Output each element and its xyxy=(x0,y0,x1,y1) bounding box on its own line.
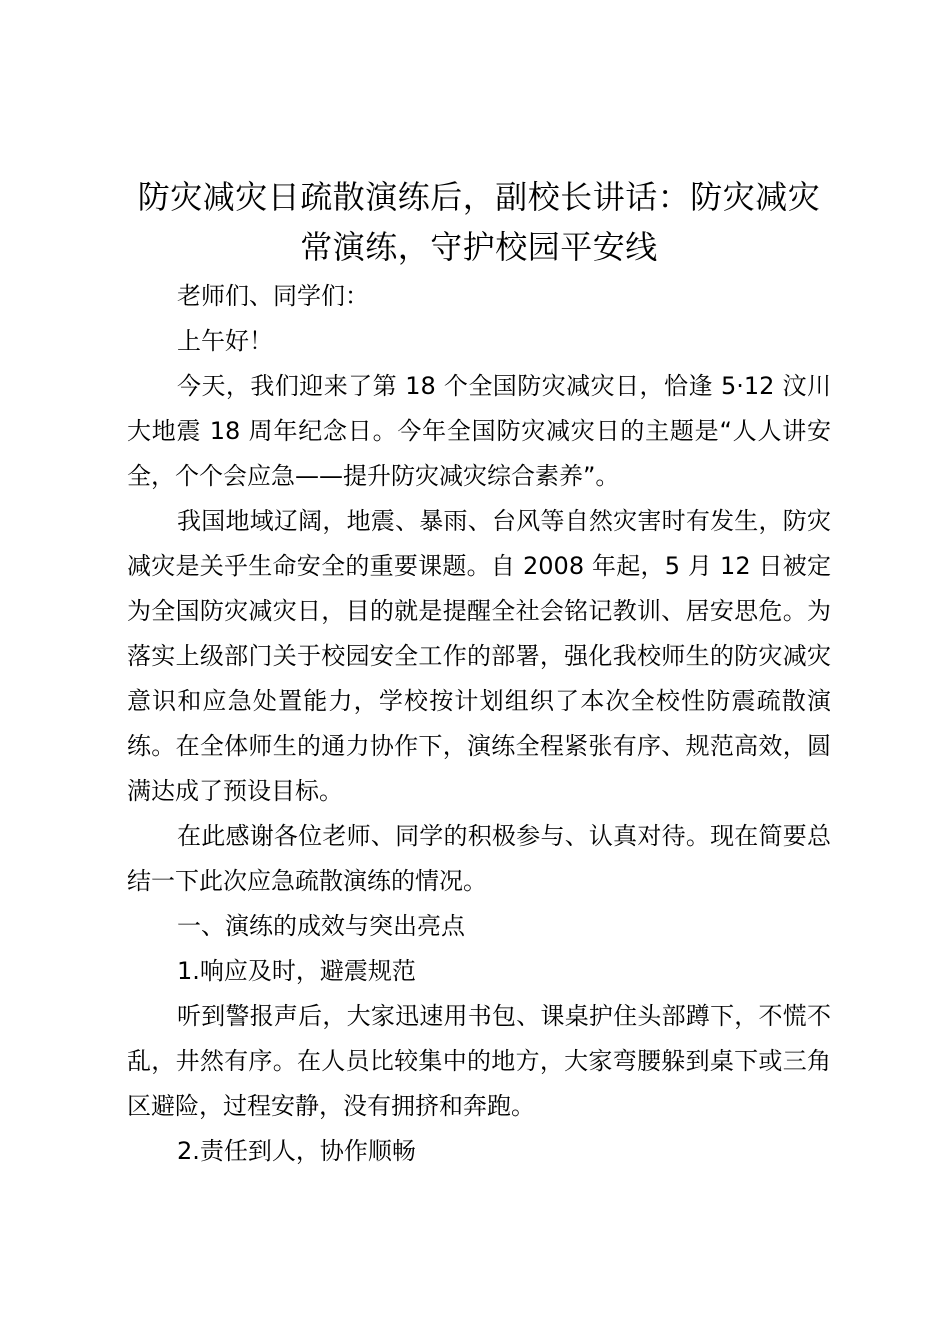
paragraph-salutation: 老师们、同学们： xyxy=(177,282,369,310)
document-title: 防灾减灾日疏散演练后，副校长讲话：防灾减灾常演练，守护校园平安线 xyxy=(137,178,821,266)
paragraph-response: 听到警报声后，大家迅速用书包、课桌护住头部蹲下，不慌不乱，井然有序。在人员比较集中的地方，大家弯腰躲到桌下或三角区避险，过程安静，没有拥挤和奔跑。 xyxy=(127,1002,831,1120)
document-body xyxy=(127,172,831,1174)
paragraph-intro: 今天，我们迎来了第 18 个全国防灾减灾日，恰逢 5·12 汶川大地震 18 周年纪念日。今年全国防灾减灾日的主题是“人人讲安全，个个会应急——提升防灾减灾综合素养”。 xyxy=(127,372,831,490)
section-heading: 一、演练的成效与突出亮点 xyxy=(177,912,465,940)
subsection-heading-2: 2.责任到人，协作顺畅 xyxy=(177,1137,416,1165)
paragraph-thanks: 在此感谢各位老师、同学的积极参与、认真对待。现在简要总结一下此次应急疏散演练的情况。 xyxy=(127,822,831,895)
paragraph-greeting: 上午好！ xyxy=(177,327,273,355)
subsection-heading-1: 1.响应及时，避震规范 xyxy=(177,957,416,985)
paragraph-background: 我国地域辽阔，地震、暴雨、台风等自然灾害时有发生，防灾减灾是关乎生命安全的重要课题。自 2008 年起，5 月 12 日被定为全国防灾减灾日，目的就是提醒全社会铭记教训、居安思危。为落实上级部门关于校园安全工作的部署，强化我校师生的防灾减灾意识和应急处置能力，学校按计划组织了本次全校性防震疏散演练。在全体师生的通力协作下，演练全程紧张有序、规范高效，圆满达成了预设目标。 xyxy=(127,507,831,805)
